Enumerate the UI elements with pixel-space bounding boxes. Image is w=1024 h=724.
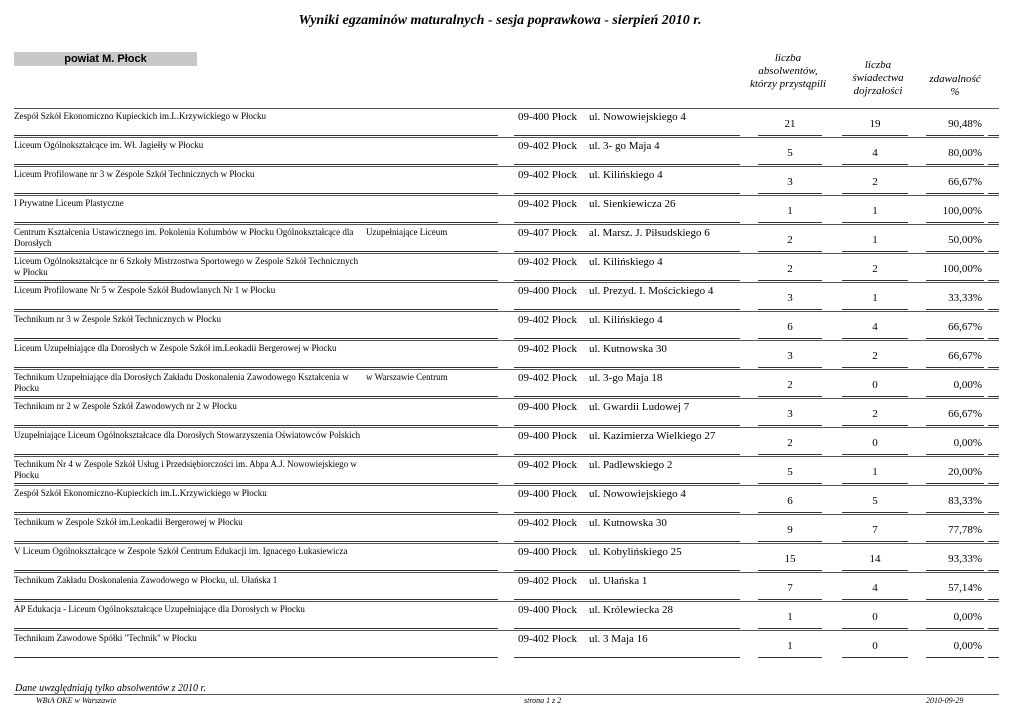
cell-underline <box>988 628 999 629</box>
certificates-count: 1 <box>872 205 878 217</box>
school-name: Liceum Ogólnokształcące nr 6 Szkoły Mistrzostwa Sportowego w Zespole Szkół Technicznych w Płocku <box>14 256 359 277</box>
pass-rate: 100,00% <box>942 205 982 217</box>
column-header-pass-rate <box>922 73 988 99</box>
graduates-count: 3 <box>787 350 793 362</box>
cell-underline <box>926 512 984 513</box>
cell-underline <box>14 657 498 658</box>
pass-rate: 90,48% <box>948 118 982 130</box>
footer-institution: WBiA OKE w Warszawie <box>36 696 117 705</box>
cell-underline <box>842 164 908 165</box>
street-address: ul. Kilińskiego 4 <box>589 169 663 181</box>
cell-underline <box>842 135 908 136</box>
cell-underline <box>514 309 740 310</box>
cell-underline <box>842 570 908 571</box>
street-address: ul. 3-go Maja 18 <box>589 372 663 384</box>
row-divider <box>14 485 999 486</box>
footnote: Dane uwzględniają tylko absolwentów z 2010 r. <box>15 683 206 694</box>
certificates-count: 0 <box>872 640 878 652</box>
cell-underline <box>926 483 984 484</box>
school-name: Technikum Zawodowe Spółki "Technik" w Płocku <box>14 633 197 643</box>
cell-underline <box>758 280 822 281</box>
cell-underline <box>926 628 984 629</box>
cell-underline <box>14 164 498 165</box>
column-header-line: % <box>950 86 960 98</box>
cell-underline <box>988 512 999 513</box>
graduates-count: 6 <box>787 495 793 507</box>
graduates-count: 3 <box>787 292 793 304</box>
cell-underline <box>514 454 740 455</box>
school-name-continued: w Warszawie Centrum <box>366 372 448 382</box>
pass-rate: 66,67% <box>948 408 982 420</box>
school-name: Uzupełniające Liceum Ogólnokształcace dla Dorosłych Stowarzyszenia Oświatowców Polskich <box>14 430 361 440</box>
footer-divider <box>14 694 999 695</box>
school-name: Technikum Zakładu Doskonalenia Zawodowego w Płocku, ul. Ułańska 1 <box>14 575 278 585</box>
cell-underline <box>842 222 908 223</box>
postal-code: 09-407 Płock <box>518 227 577 239</box>
cell-underline <box>842 628 908 629</box>
cell-underline <box>926 599 984 600</box>
street-address: ul. Nowowiejskiego 4 <box>589 488 686 500</box>
cell-underline <box>926 280 984 281</box>
pass-rate: 0,00% <box>953 611 982 623</box>
cell-underline <box>758 425 822 426</box>
cell-underline <box>926 570 984 571</box>
street-address: ul. Padlewskiego 2 <box>589 459 673 471</box>
cell-underline <box>988 454 999 455</box>
certificates-count: 2 <box>872 263 878 275</box>
row-divider <box>14 601 999 602</box>
cell-underline <box>514 570 740 571</box>
table-row <box>0 224 1024 253</box>
cell-underline <box>514 135 740 136</box>
column-header-line: absolwentów, <box>758 65 818 77</box>
cell-underline <box>14 599 498 600</box>
cell-underline <box>988 222 999 223</box>
cell-underline <box>758 570 822 571</box>
table-row <box>0 137 1024 166</box>
cell-underline <box>988 483 999 484</box>
certificates-count: 1 <box>872 234 878 246</box>
cell-underline <box>514 599 740 600</box>
cell-underline <box>514 628 740 629</box>
postal-code: 09-400 Płock <box>518 111 577 123</box>
graduates-count: 2 <box>787 379 793 391</box>
cell-underline <box>988 570 999 571</box>
column-header-line: liczba <box>774 52 802 64</box>
cell-underline <box>14 628 498 629</box>
pass-rate: 66,67% <box>948 350 982 362</box>
cell-underline <box>758 541 822 542</box>
graduates-count: 6 <box>787 321 793 333</box>
table-row <box>0 630 1024 659</box>
cell-underline <box>14 338 498 339</box>
certificates-count: 2 <box>872 350 878 362</box>
postal-code: 09-402 Płock <box>518 633 577 645</box>
cell-underline <box>758 396 822 397</box>
cell-underline <box>988 309 999 310</box>
school-name: Liceum Uzupełniające dla Dorosłych w Zespole Szkół im.Leokadii Bergerowej w Płocku <box>14 343 337 353</box>
postal-code: 09-402 Płock <box>518 314 577 326</box>
school-name: Liceum Ogólnokształcące im. Wł. Jagiełły w Płocku <box>14 140 204 150</box>
cell-underline <box>988 251 999 252</box>
cell-underline <box>514 657 740 658</box>
street-address: ul. Kilińskiego 4 <box>589 256 663 268</box>
cell-underline <box>988 396 999 397</box>
street-address: ul. 3- go Maja 4 <box>589 140 660 152</box>
postal-code: 09-402 Płock <box>518 372 577 384</box>
pass-rate: 0,00% <box>953 379 982 391</box>
street-address: ul. Kutnowska 30 <box>589 343 667 355</box>
cell-underline <box>988 135 999 136</box>
cell-underline <box>14 396 498 397</box>
graduates-count: 3 <box>787 176 793 188</box>
street-address: ul. Gwardii Ludowej 7 <box>589 401 690 413</box>
street-address: ul. Kilińskiego 4 <box>589 314 663 326</box>
certificates-count: 2 <box>872 408 878 420</box>
cell-underline <box>926 222 984 223</box>
certificates-count: 0 <box>872 379 878 391</box>
cell-underline <box>514 193 740 194</box>
cell-underline <box>14 512 498 513</box>
cell-underline <box>758 599 822 600</box>
cell-underline <box>926 396 984 397</box>
graduates-count: 3 <box>787 408 793 420</box>
cell-underline <box>842 367 908 368</box>
table-row <box>0 166 1024 195</box>
row-divider <box>14 398 999 399</box>
postal-code: 09-400 Płock <box>518 401 577 413</box>
cell-underline <box>926 541 984 542</box>
cell-underline <box>14 309 498 310</box>
pass-rate: 20,00% <box>948 466 982 478</box>
graduates-count: 1 <box>787 640 793 652</box>
cell-underline <box>514 396 740 397</box>
cell-underline <box>758 628 822 629</box>
column-header-line: liczba <box>864 59 892 71</box>
cell-underline <box>926 657 984 658</box>
cell-underline <box>926 338 984 339</box>
cell-underline <box>14 454 498 455</box>
graduates-count: 5 <box>787 466 793 478</box>
row-underline <box>0 657 1024 659</box>
table-row <box>0 398 1024 427</box>
pass-rate: 66,67% <box>948 176 982 188</box>
row-divider <box>14 630 999 631</box>
school-name: I Prywatne Liceum Plastyczne <box>14 198 124 208</box>
table-row <box>0 340 1024 369</box>
column-header-line: którzy przystąpili <box>749 78 827 90</box>
graduates-count: 21 <box>784 118 796 130</box>
cell-underline <box>758 338 822 339</box>
graduates-count: 2 <box>787 263 793 275</box>
cell-underline <box>758 657 822 658</box>
table-row <box>0 311 1024 340</box>
postal-code: 09-402 Płock <box>518 256 577 268</box>
table-row <box>0 543 1024 572</box>
cell-underline <box>14 425 498 426</box>
cell-underline <box>514 280 740 281</box>
pass-rate: 80,00% <box>948 147 982 159</box>
cell-underline <box>514 338 740 339</box>
cell-underline <box>988 367 999 368</box>
postal-code: 09-400 Płock <box>518 488 577 500</box>
cell-underline <box>926 164 984 165</box>
cell-underline <box>758 193 822 194</box>
table-row <box>0 601 1024 630</box>
column-header-line: świadectwa <box>852 72 904 84</box>
street-address: ul. Kutnowska 30 <box>589 517 667 529</box>
certificates-count: 19 <box>869 118 881 130</box>
table-row <box>0 369 1024 398</box>
cell-underline <box>926 425 984 426</box>
row-divider <box>14 108 999 109</box>
cell-underline <box>758 222 822 223</box>
cell-underline <box>14 483 498 484</box>
cell-underline <box>514 425 740 426</box>
row-divider <box>14 514 999 515</box>
cell-underline <box>926 193 984 194</box>
row-divider <box>14 253 999 254</box>
cell-underline <box>988 425 999 426</box>
footer-page-number: strona 1 z 2 <box>524 696 562 705</box>
certificates-count: 4 <box>872 321 878 333</box>
footer-date: 2010-09-29 <box>926 696 964 705</box>
cell-underline <box>758 512 822 513</box>
cell-underline <box>514 541 740 542</box>
street-address: ul. Nowowiejskiego 4 <box>589 111 686 123</box>
certificates-count: 0 <box>872 611 878 623</box>
cell-underline <box>514 164 740 165</box>
cell-underline <box>14 280 498 281</box>
cell-underline <box>926 454 984 455</box>
graduates-count: 9 <box>787 524 793 536</box>
pass-rate: 50,00% <box>948 234 982 246</box>
street-address: ul. Kazimierza Wielkiego 27 <box>589 430 716 442</box>
row-divider <box>14 282 999 283</box>
pass-rate: 0,00% <box>953 437 982 449</box>
column-header-certificates <box>842 59 914 98</box>
pass-rate: 100,00% <box>942 263 982 275</box>
school-name: Technikum nr 3 w Zespole Szkół Technicznych w Płocku <box>14 314 222 324</box>
row-divider <box>14 311 999 312</box>
cell-underline <box>14 541 498 542</box>
cell-underline <box>758 483 822 484</box>
certificates-count: 1 <box>872 466 878 478</box>
cell-underline <box>842 454 908 455</box>
postal-code: 09-402 Płock <box>518 517 577 529</box>
graduates-count: 2 <box>787 437 793 449</box>
pass-rate: 33,33% <box>948 292 982 304</box>
graduates-count: 1 <box>787 205 793 217</box>
postal-code: 09-402 Płock <box>518 575 577 587</box>
postal-code: 09-400 Płock <box>518 604 577 616</box>
graduates-count: 7 <box>787 582 793 594</box>
table-row <box>0 456 1024 485</box>
table-row <box>0 282 1024 311</box>
cell-underline <box>988 338 999 339</box>
school-name: Technikum Uzupełniające dla Dorosłych Zakładu Doskonalenia Zawodowego Kształcenia w Płocku <box>14 372 349 393</box>
cell-underline <box>842 396 908 397</box>
row-divider <box>14 543 999 544</box>
school-name: Technikum w Zespole Szkół im.Leokadii Bergerowej w Płocku <box>14 517 243 527</box>
cell-underline <box>988 541 999 542</box>
street-address: ul. Królewiecka 28 <box>589 604 673 616</box>
cell-underline <box>842 425 908 426</box>
row-divider <box>14 195 999 196</box>
certificates-count: 7 <box>872 524 878 536</box>
certificates-count: 4 <box>872 582 878 594</box>
cell-underline <box>14 193 498 194</box>
cell-underline <box>758 309 822 310</box>
table-row <box>0 253 1024 282</box>
street-address: ul. Ułańska 1 <box>589 575 648 587</box>
table-row <box>0 108 1024 137</box>
street-address: ul. Sienkiewicza 26 <box>589 198 676 210</box>
cell-underline <box>14 222 498 223</box>
cell-underline <box>926 309 984 310</box>
certificates-count: 4 <box>872 147 878 159</box>
school-name: AP Edukacja - Liceum Ogólnokształcące Uzupełniające dla Dorosłych w Płocku <box>14 604 305 614</box>
pass-rate: 77,78% <box>948 524 982 536</box>
cell-underline <box>758 251 822 252</box>
school-name: Technikum Nr 4 w Zespole Szkół Usług i Przedsiębiorczości im. Abpa A.J. Nowowiejskiego w Płocku <box>14 459 357 480</box>
school-name: Liceum Profilowane nr 3 w Zespole Szkół Technicznych w Płocku <box>14 169 255 179</box>
table-row <box>0 514 1024 543</box>
pass-rate: 83,33% <box>948 495 982 507</box>
school-name-continued: Uzupełniające Liceum <box>366 227 448 237</box>
row-divider <box>14 427 999 428</box>
cell-underline <box>926 367 984 368</box>
table-row <box>0 485 1024 514</box>
column-header-line: zdawalność <box>929 73 981 85</box>
row-divider <box>14 456 999 457</box>
cell-underline <box>514 512 740 513</box>
row-divider <box>14 224 999 225</box>
cell-underline <box>14 251 498 252</box>
cell-underline <box>988 280 999 281</box>
row-divider <box>14 369 999 370</box>
row-divider <box>14 137 999 138</box>
cell-underline <box>514 251 740 252</box>
graduates-count: 15 <box>784 553 796 565</box>
cell-underline <box>988 164 999 165</box>
cell-underline <box>758 367 822 368</box>
certificates-count: 0 <box>872 437 878 449</box>
row-divider <box>14 572 999 573</box>
table-row <box>0 195 1024 224</box>
cell-underline <box>14 570 498 571</box>
graduates-count: 1 <box>787 611 793 623</box>
cell-underline <box>842 599 908 600</box>
postal-code: 09-402 Płock <box>518 459 577 471</box>
cell-underline <box>758 454 822 455</box>
table-row <box>0 427 1024 456</box>
cell-underline <box>842 512 908 513</box>
cell-underline <box>842 280 908 281</box>
cell-underline <box>842 541 908 542</box>
cell-underline <box>842 309 908 310</box>
cell-underline <box>14 367 498 368</box>
school-name: Zespół Szkół Ekonomiczno-Kupieckich im.L.Krzywickiego w Płocku <box>14 488 267 498</box>
column-header-line: dojrzałości <box>853 85 903 97</box>
cell-underline <box>842 251 908 252</box>
cell-underline <box>842 657 908 658</box>
graduates-count: 5 <box>787 147 793 159</box>
certificates-count: 2 <box>872 176 878 188</box>
cell-underline <box>514 483 740 484</box>
certificates-count: 14 <box>869 553 881 565</box>
cell-underline <box>988 657 999 658</box>
graduates-count: 2 <box>787 234 793 246</box>
row-divider <box>14 340 999 341</box>
pass-rate: 57,14% <box>948 582 982 594</box>
street-address: al. Marsz. J. Piłsudskiego 6 <box>589 227 710 239</box>
postal-code: 09-402 Płock <box>518 140 577 152</box>
postal-code: 09-400 Płock <box>518 285 577 297</box>
school-name: Liceum Profilowane Nr 5 w Zespole Szkół Budowlanych Nr 1 w Płocku <box>14 285 276 295</box>
school-name: V Liceum Ogólnokształcące w Zespole Szkół Centrum Edukacji im. Ignacego Łukasiewicza <box>14 546 348 556</box>
cell-underline <box>514 367 740 368</box>
cell-underline <box>988 599 999 600</box>
pass-rate: 0,00% <box>953 640 982 652</box>
cell-underline <box>842 483 908 484</box>
cell-underline <box>926 251 984 252</box>
cell-underline <box>514 222 740 223</box>
postal-code: 09-400 Płock <box>518 546 577 558</box>
cell-underline <box>758 135 822 136</box>
table-row <box>0 572 1024 601</box>
cell-underline <box>842 193 908 194</box>
street-address: ul. Prezyd. I. Mościckiego 4 <box>589 285 714 297</box>
school-name: Centrum Kształcenia Ustawicznego im. Pokolenia Kolumbów w Płocku Ogólnokształcące dla Dorosłych <box>14 227 354 248</box>
postal-code: 09-402 Płock <box>518 169 577 181</box>
school-name: Zespół Szkół Ekonomiczno Kupieckich im.L.Krzywickiego w Płocku <box>14 111 266 121</box>
postal-code: 09-402 Płock <box>518 343 577 355</box>
cell-underline <box>988 193 999 194</box>
cell-underline <box>842 338 908 339</box>
page-title: Wyniki egzaminów maturalnych - sesja poprawkowa - sierpień 2010 r. <box>298 13 702 28</box>
cell-underline <box>758 164 822 165</box>
street-address: ul. 3 Maja 16 <box>589 633 648 645</box>
cell-underline <box>14 135 498 136</box>
street-address: ul. Kobylińskiego 25 <box>589 546 682 558</box>
column-header-graduates <box>742 52 834 91</box>
district-label: powiat M. Płock <box>14 52 197 66</box>
pass-rate: 93,33% <box>948 553 982 565</box>
certificates-count: 5 <box>872 495 878 507</box>
cell-underline <box>926 135 984 136</box>
postal-code: 09-400 Płock <box>518 430 577 442</box>
school-name: Technikum nr 2 w Zespole Szkół Zawodowych nr 2 w Płocku <box>14 401 237 411</box>
pass-rate: 66,67% <box>948 321 982 333</box>
postal-code: 09-402 Płock <box>518 198 577 210</box>
certificates-count: 1 <box>872 292 878 304</box>
row-divider <box>14 166 999 167</box>
